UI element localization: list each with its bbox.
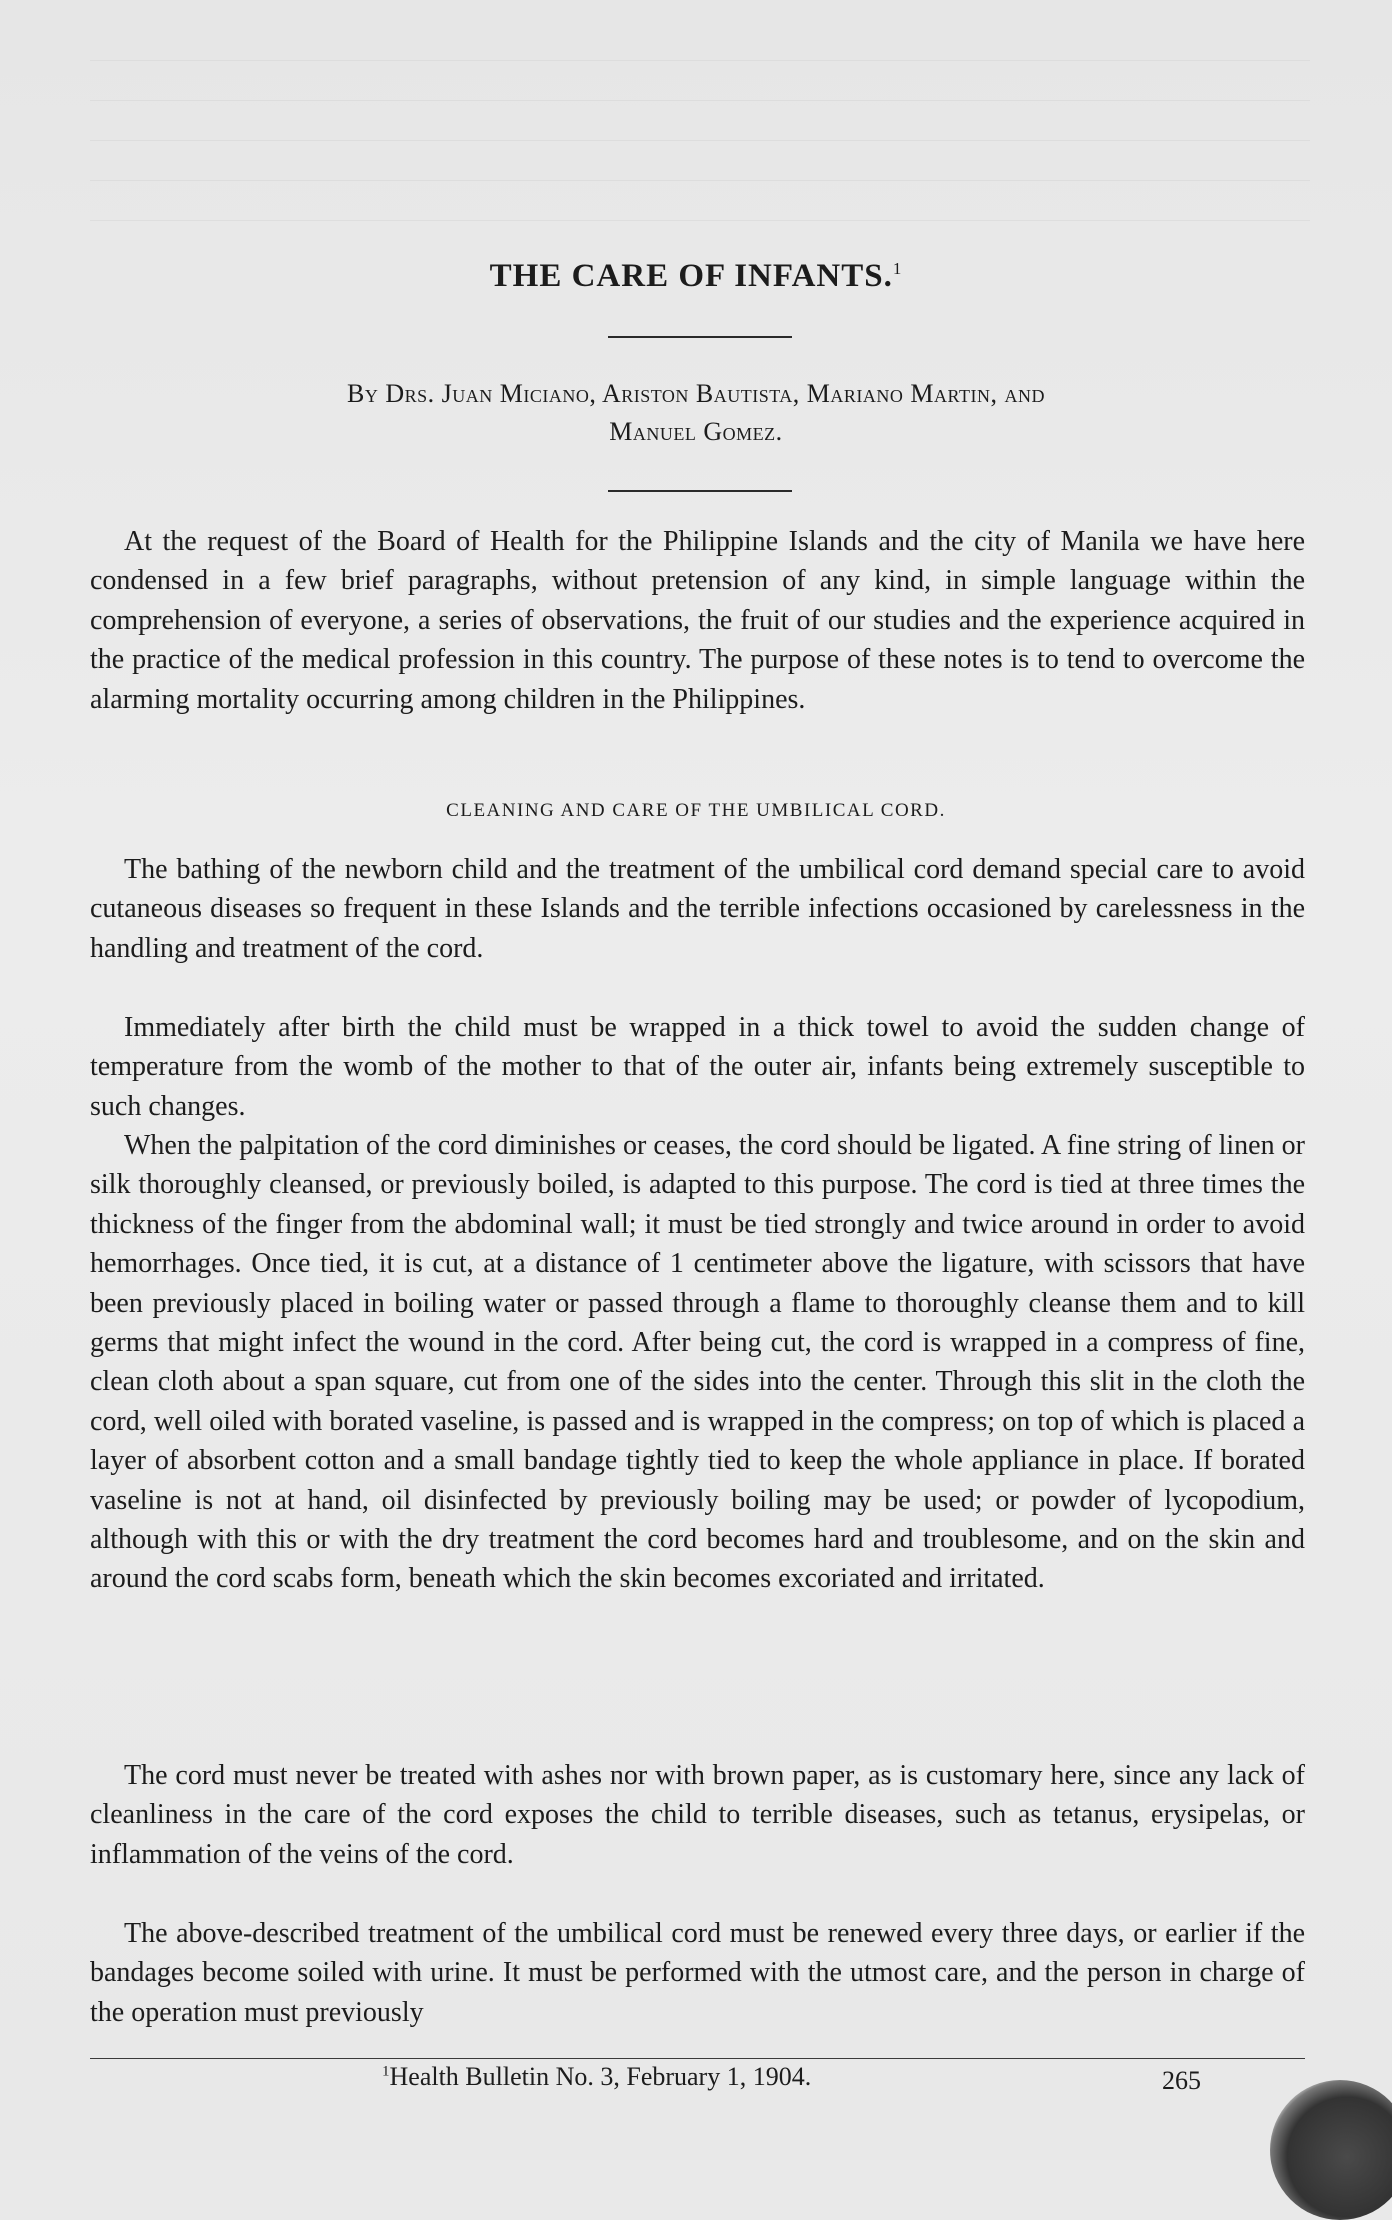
footnote-text: Health Bulletin No. 3, February 1, 1904.	[389, 2062, 812, 2091]
bleed-through-line	[90, 100, 1310, 101]
section-heading: CLEANING AND CARE OF THE UMBILICAL CORD.	[446, 800, 946, 821]
page-number: 265	[1162, 2066, 1201, 2095]
article-title	[0, 258, 1392, 295]
bleed-through-line	[90, 60, 1310, 61]
paragraph-bathing: The bathing of the newborn child and the treatment of the umbilical cord demand special care to avoid cutaneous diseases so frequent in these Islands and the terrible infections occasioned by carelessness in the handling and treatment of the cord.	[90, 854, 1305, 964]
byline-rule	[608, 490, 792, 492]
article-title-text: THE CARE OF INFANTS.	[489, 258, 893, 294]
scan-artifact	[1270, 2080, 1392, 2220]
intro-paragraph: At the request of the Board of Health for the Philippine Islands and the city of Manila we have here condensed in a few brief paragraphs, without pretension of any kind, in simple language within the comprehension of everyone, a series of observations, the fruit of our studies and the experience acquired in the practice of the medical profession in this country. The purpose of these notes is to tend to overcome the alarming mortality occurring among children in the Philippines.	[90, 526, 1305, 715]
byline	[150, 375, 1242, 451]
byline-line-1: By Drs. Juan Miciano, Ariston Bautista, Mariano Martin, and	[347, 379, 1045, 408]
footnote-mark: 1	[382, 2063, 390, 2080]
footnote-rule	[90, 2058, 1305, 2059]
paragraph-ashes-warning: The cord must never be treated with ashes nor with brown paper, as is customary here, since any lack of cleanliness in the care of the cord exposes the child to terrible diseases, such as tetanus, erysipelas, or inflammation of the veins of the cord.	[90, 1760, 1305, 1870]
bleed-through-line	[90, 220, 1310, 221]
byline-line-2: Manuel Gomez.	[609, 417, 783, 446]
paragraph-renewal: The above-described treatment of the umbilical cord must be renewed every three days, or earlier if the bandages become soiled with urine. It must be performed with the utmost care, and the person in charge of the operation must previously	[90, 1918, 1305, 2028]
title-footnote-mark: 1	[892, 259, 903, 278]
footnote	[382, 2062, 811, 2092]
title-rule	[608, 336, 792, 338]
bleed-through-line	[90, 140, 1310, 141]
bleed-through-line	[90, 180, 1310, 181]
paragraph-ligation: When the palpitation of the cord diminishes or ceases, the cord should be ligated. A fine string of linen or silk thoroughly cleansed, or previously boiled, is adapted to this purpose. The cord is tied at three times the thickness of the finger from the abdominal wall; it must be tied strongly and twice around in order to avoid hemorrhages. Once tied, it is cut, at a distance of 1 centimeter above the ligature, with scissors that have been previously placed in boiling water or passed through a flame to thoroughly cleanse them and to kill germs that might infect the wound in the cord. After being cut, the cord is wrapped in a compress of fine, clean cloth about a span square, cut from one of the sides into the center. Through this slit in the cloth the cord, well oiled with borated vaseline, is passed and is wrapped in the compress; on top of which is placed a layer of absorbent cotton and a small bandage tightly tied to keep the whole appliance in place. If borated vaseline is not at hand, oil disinfected by previously boiling may be used; or powder of lycopodium, although with this or with the dry treatment the cord becomes hard and troublesome, and on the skin and around the cord scabs form, beneath which the skin becomes excoriated and irritated.	[90, 1130, 1305, 1595]
paragraph-wrapping: Immediately after birth the child must be wrapped in a thick towel to avoid the sudden change of temperature from the womb of the mother to that of the outer air, infants being extremely susceptible to such changes.	[90, 1012, 1305, 1122]
